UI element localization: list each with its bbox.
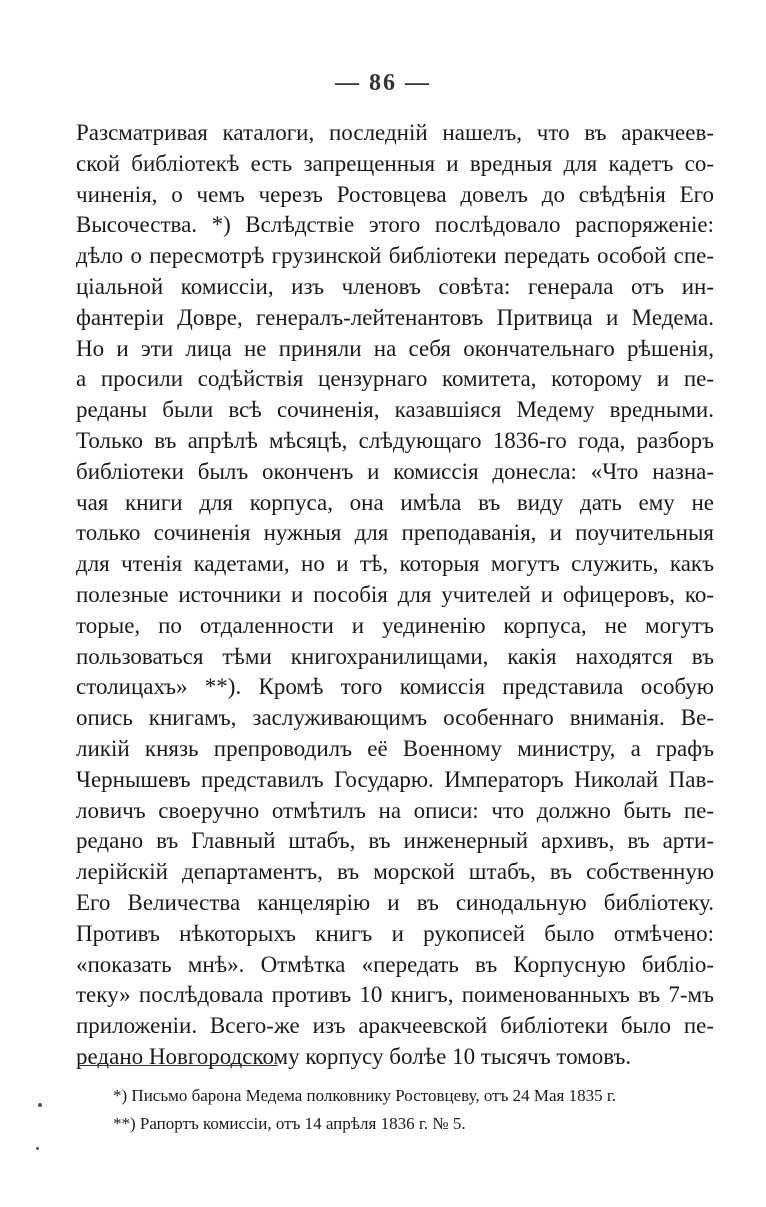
text-line: Но и эти лица не приняли на себя окончательнаго рѣшенія, <box>76 335 714 361</box>
text-line: ціальной комиссіи, изъ членовъ совѣта: генерала отъ ин- <box>76 273 714 299</box>
text-line: столицахъ» **). Кромѣ того комиссія представила особую <box>76 674 714 700</box>
text-line: Чернышевъ представилъ Государю. Императоръ Николай Пав- <box>76 766 714 792</box>
text-line: «показать мнѣ». Отмѣтка «передать въ Корпусную библіо- <box>76 951 714 977</box>
text-line: для чтенія кадетами, но и тѣ, которыя могутъ служить, какъ <box>76 551 714 577</box>
text-line: торые, по отдаленности и уединенію корпуса, не могутъ <box>76 612 714 638</box>
text-line: приложеніи. Всего-же изъ аракчеевской библіотеки было пе- <box>76 1013 714 1039</box>
text-line: ловичъ своеручно отмѣтилъ на описи: что должно быть пе- <box>76 797 714 823</box>
text-line: лерійскій департаментъ, въ морской штабъ, въ собственную <box>76 859 714 885</box>
text-line: библіотеки былъ оконченъ и комиссія донесла: «Что назна- <box>76 458 714 484</box>
text-line: Его Величества канцелярію и въ синодальную библіотеку. <box>76 889 714 915</box>
text-line: только сочиненія нужныя для преподаванія, и поучительныя <box>76 520 714 546</box>
text-line: реданы были всѣ сочиненія, казавшіяся Медему вредными. <box>76 397 714 423</box>
text-line: ской библіотекѣ есть запрещенныя и вредныя для кадетъ со- <box>76 150 714 176</box>
text-line: ликій князь препроводилъ её Военному министру, а графъ <box>76 735 714 761</box>
body-text <box>76 118 714 1073</box>
print-speck <box>38 1103 42 1107</box>
text-line: Разсматривая каталоги, последній нашелъ, что въ аракчеев- <box>76 120 714 145</box>
text-line: дѣло о пересмотрѣ грузинской библіотеки передать особой спе- <box>76 243 714 269</box>
footnote: *) Письмо барона Медема полковнику Ростовцеву, отъ 24 Мая 1835 г. <box>113 1086 617 1105</box>
text-line: фантеріи Довре, генералъ-лейтенантовъ Притвица и Медема. <box>76 304 714 330</box>
text-line: чиненія, о чемъ черезъ Ростовцева довелъ до свѣдѣнія Его <box>76 181 714 207</box>
text-line: опись книгамъ, заслуживающимъ особеннаго вниманія. Ве- <box>76 705 714 731</box>
text-line: редано въ Главный штабъ, въ инженерный архивъ, въ арти- <box>76 828 714 854</box>
footnote-divider <box>80 1065 278 1066</box>
print-speck <box>36 1147 39 1150</box>
text-line: чая книги для корпуса, она имѣла въ виду дать ему не <box>76 489 714 515</box>
text-line: полезные источники и пособія для учителей и офицеровъ, ко- <box>76 581 714 607</box>
text-line: пользоваться тѣми книгохранилищами, какія находятся въ <box>76 643 714 669</box>
text-line: теку» послѣдовала противъ 10 книгъ, поименованныхъ въ 7-мъ <box>76 982 714 1008</box>
footnote: **) Рапортъ комиссіи, отъ 14 апрѣля 1836 г. № 5. <box>113 1114 466 1133</box>
text-line: а просили содѣйствія цензурнаго комитета, которому и пе- <box>76 366 714 392</box>
page-number: — 86 — <box>335 70 431 96</box>
footnotes <box>113 1082 723 1138</box>
text-line: Высочества. *) Вслѣдствіе этого послѣдовало распоряженіе: <box>76 212 714 238</box>
text-line: Противъ нѣкоторыхъ книгъ и рукописей было отмѣчено: <box>76 920 714 946</box>
text-line: Только въ апрѣлѣ мѣсяцѣ, слѣдующаго 1836-го года, разборъ <box>76 427 714 453</box>
text-line: редано Новгородскому корпусу болѣе 10 тысячъ томовъ. <box>76 1043 632 1069</box>
